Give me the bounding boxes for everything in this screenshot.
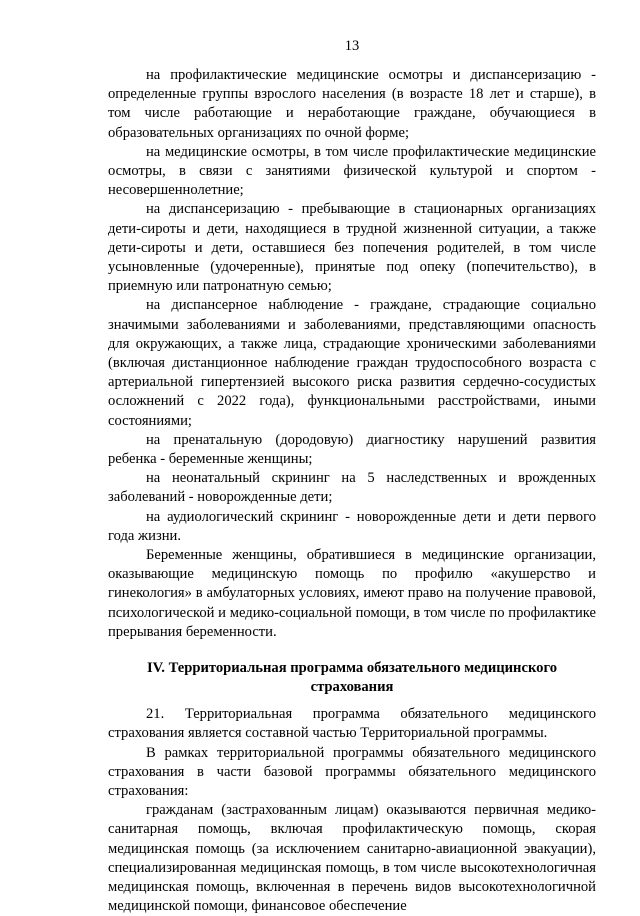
paragraph-prenatal-diagnostics: на пренатальную (дородовую) диагностику нарушений развития ребенка - беременные женщины; xyxy=(108,431,596,468)
paragraph-pregnant-women: Беременные женщины, обратившиеся в медицинские организации, оказывающие медицинскую помощь по профилю «акушерство и гинекология» в амбулаторных условиях, имеют право на получение правовой, психологической и медико-социальной помощи, в том числе по профилактике прерывания беременности. xyxy=(108,547,596,640)
paragraph-insured-citizens: гражданам (застрахованным лицам) оказываются первичная медико-санитарная помощь, включая профилактическую помощь, скорая медицинская помощь (за исключением санитарно-авиационной эвакуации), специализированная медицинская помощь, в том числе высокотехнологичная медицинская помощь, включенная в перечень видов высокотехнологичной медицинской помощи, финансовое обеспечение xyxy=(108,802,596,915)
paragraph-neonatal-screening: на неонатальный скрининг на 5 наследственных и врожденных заболеваний - новорожденные дети; xyxy=(108,470,596,506)
paragraph-dispensary-orphans: на диспансеризацию - пребывающие в стационарных организациях дети-сироты и дети, находящиеся в трудной жизненной ситуации, а также дети-сироты и дети, оставшиеся без попечения родителей, в том числе усыновленные (удочеренные), принятые под опеку (попечительство), в приемную или патронатную семью; xyxy=(108,201,596,295)
section-heading: IV. Территориальная программа обязательного медицинского страхования xyxy=(146,660,558,696)
paragraph-medical-exams-sport: на медицинские осмотры, в том числе профилактические медицинские осмотры, в связи с занятиями физической культурой и спортом - несовершеннолетние; xyxy=(108,143,596,199)
page-number: 13 xyxy=(344,38,360,54)
document-page xyxy=(108,36,596,916)
paragraph-basic-program: В рамках территориальной программы обязательного медицинского страхования в части базовой программы обязательного медицинского страхования: xyxy=(108,744,596,799)
paragraph-21: 21. Территориальная программа обязательного медицинского страхования является составной частью Территориальной программы. xyxy=(108,706,596,742)
paragraph-dispensary-observation: на диспансерное наблюдение - граждане, страдающие социально значимыми заболеваниями и заболеваниями, представляющими опасность для окружающих, а также лица, страдающие хроническими заболеваниями (включая дистанционное наблюдение граждан трудоспособного возраста с артериальной гипертензией высокого риска развития сердечно-сосудистых осложнений с 2022 года), функциональными расстройствами, иными состояниями; xyxy=(108,297,596,429)
paragraph-preventive-exams: на профилактические медицинские осмотры и диспансеризацию - определенные группы взрослого населения (в возрасте 18 лет и старше), в том числе работающие и неработающие граждане, обучающиеся в образовательных организациях по очной форме; xyxy=(108,67,596,141)
paragraph-audiological-screening: на аудиологический скрининг - новорожденные дети и дети первого года жизни. xyxy=(108,508,596,544)
